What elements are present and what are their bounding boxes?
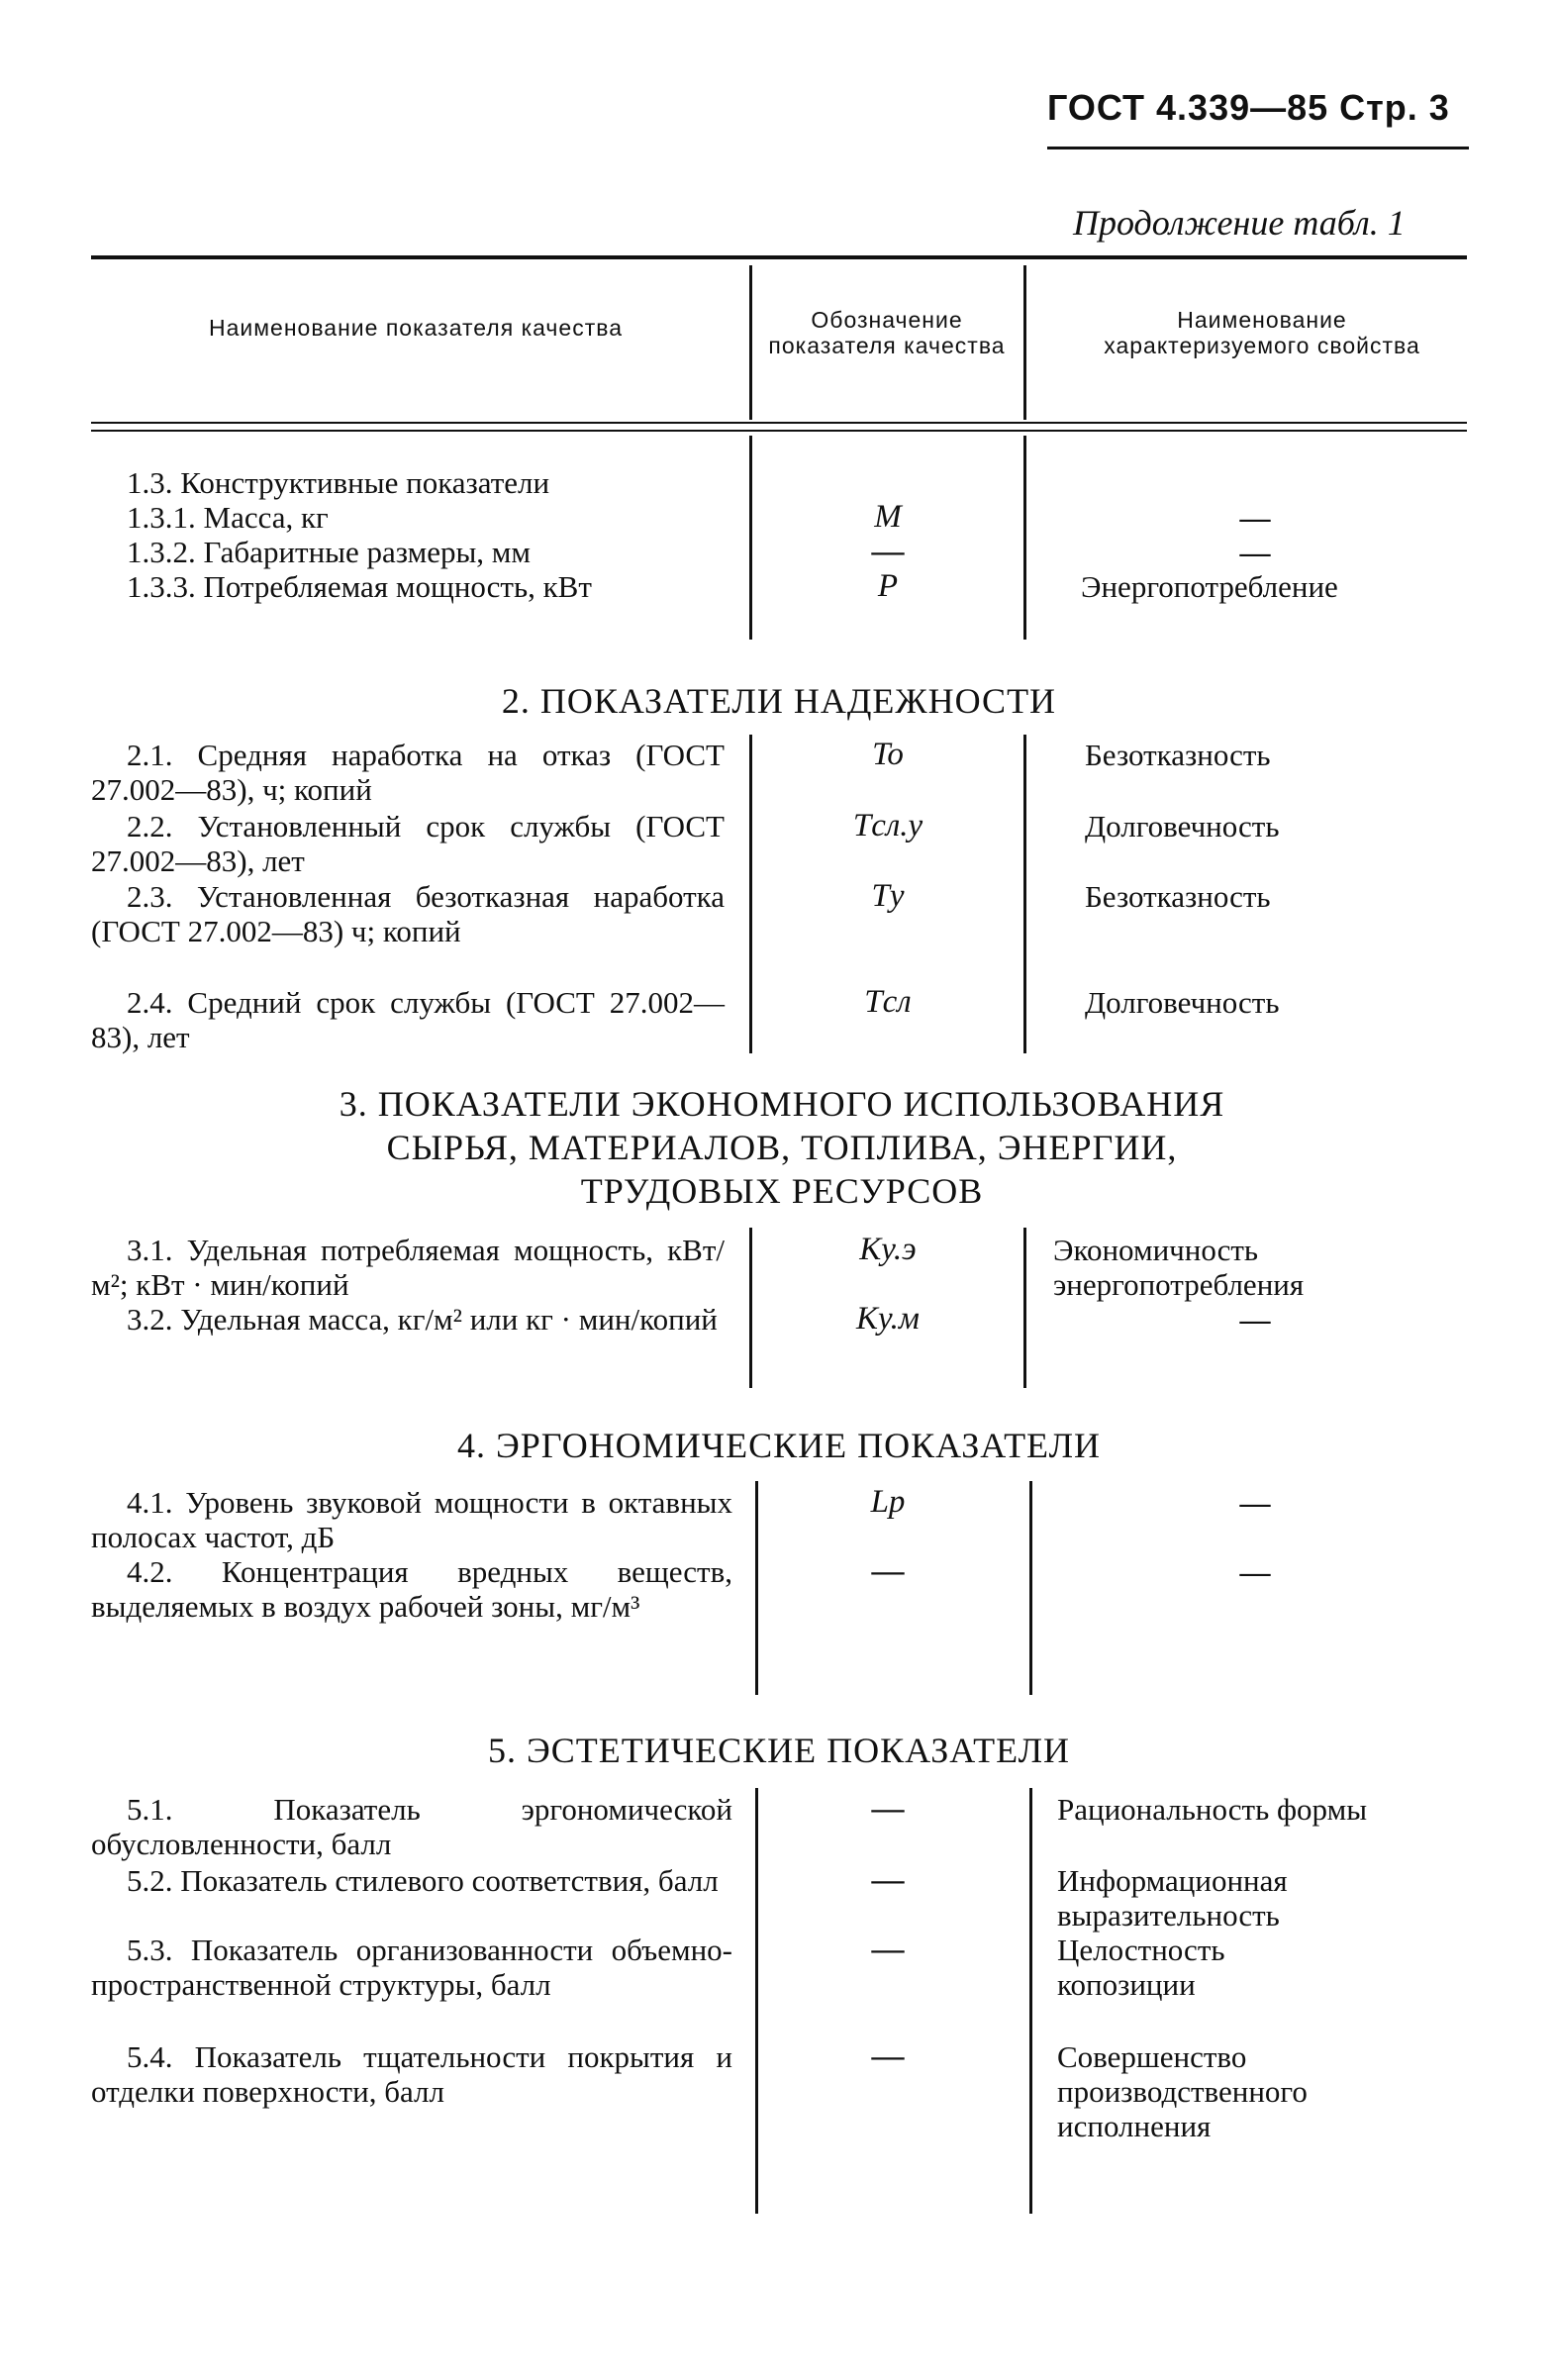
- table-row-name: 2.1. Средняя наработка на отказ (ГОСТ 27.002—83), ч; копий: [91, 738, 725, 807]
- header-separator-2: [1023, 265, 1026, 420]
- table-row-property: —: [1239, 1485, 1271, 1520]
- table-row-name: 3.2. Удельная масса, кг/м² или кг · мин/копий: [127, 1302, 718, 1337]
- table-row-property: Безотказность: [1085, 738, 1271, 772]
- table-row-symbol: Kу.э: [859, 1232, 917, 1267]
- table-row-property: Совершенство производственного исполнения: [1057, 2039, 1308, 2143]
- section-title: 5. ЭСТЕТИЧЕСКИЕ ПОКАЗАТЕЛИ: [487, 1731, 1071, 1770]
- table-row-property: Информационная выразительность: [1057, 1863, 1288, 1933]
- column-separator: [1023, 735, 1026, 1053]
- table-row-name: 1.3.1. Масса, кг: [127, 500, 329, 535]
- table-row-symbol: P: [877, 568, 899, 604]
- column-header-symbol: Обозначение показателя качества: [768, 307, 1006, 358]
- column-separator: [755, 1788, 758, 2214]
- table-row-name: 1.3.3. Потребляемая мощность, кВт: [127, 569, 592, 604]
- table-header-rule-2: [91, 430, 1467, 432]
- table-row-symbol: —: [871, 1553, 905, 1589]
- table-row-name: 2.4. Средний срок службы (ГОСТ 27.002—83), лет: [91, 985, 725, 1054]
- table-row-symbol: —: [871, 1932, 905, 1967]
- table-row-property: —: [1239, 500, 1271, 535]
- table-row-symbol: M: [874, 499, 902, 535]
- table-row-property: Рациональность формы: [1057, 1792, 1368, 1827]
- column-header-name: Наименование показателя качества: [209, 315, 623, 341]
- column-separator: [1023, 1228, 1026, 1388]
- table-row-property: —: [1239, 1554, 1271, 1589]
- column-separator: [1029, 1788, 1032, 2214]
- table-row-property: Безотказность: [1085, 879, 1271, 914]
- table-row-name: 3.1. Удельная потребляемая мощность, кВт/м²; кВт · мин/копий: [91, 1233, 725, 1302]
- table-row-property: Энергопотребление: [1081, 569, 1338, 604]
- header-separator-1: [749, 265, 752, 420]
- table-row-symbol: Tсл: [864, 984, 912, 1020]
- column-separator: [1029, 1481, 1032, 1695]
- section-title: 3. ПОКАЗАТЕЛИ ЭКОНОМНОГО ИСПОЛЬЗОВАНИЯ СЫРЬЯ, МАТЕРИАЛОВ, ТОПЛИВА, ЭНЕРГИИ, ТРУДОВЫХ РЕСУРСОВ: [339, 1084, 1225, 1211]
- table-row-name: 5.3. Показатель организованности объемно-пространственной структуры, балл: [91, 1933, 732, 2002]
- table-row-name: 2.2. Установленный срок службы (ГОСТ 27.002—83), лет: [91, 809, 725, 878]
- table-header-rule-1: [91, 422, 1467, 424]
- table-row-property: Экономичность энергопотребления: [1053, 1233, 1305, 1302]
- table-row-symbol: Lp: [870, 1484, 906, 1520]
- table-row-name: 5.1. Показатель эргономической обусловленности, балл: [91, 1792, 732, 1861]
- header-rule: [1047, 147, 1469, 149]
- table-row-symbol: Tу: [871, 878, 905, 914]
- table-row-name: 4.2. Концентрация вредных веществ, выделяемых в воздух рабочей зоны, мг/м³: [91, 1554, 732, 1624]
- column-separator: [1023, 436, 1026, 640]
- table-row-name: 4.1. Уровень звуковой мощности в октавных полосах частот, дБ: [91, 1485, 732, 1554]
- table-top-rule: [91, 255, 1467, 259]
- table-row-property: —: [1239, 1302, 1271, 1337]
- section-title: 4. ЭРГОНОМИЧЕСКИЕ ПОКАЗАТЕЛИ: [456, 1426, 1101, 1465]
- table-row-symbol: Kу.м: [856, 1301, 920, 1337]
- table-row-name: 5.2. Показатель стилевого соответствия, балл: [127, 1863, 719, 1898]
- table-continuation-label: Продолжение табл. 1: [1073, 203, 1406, 243]
- table-row-symbol: —: [871, 1791, 905, 1827]
- table-row-symbol: To: [872, 737, 904, 772]
- column-separator: [749, 436, 752, 640]
- table-row-name: 5.4. Показатель тщательности покрытия и отделки поверхности, балл: [91, 2039, 732, 2109]
- column-separator: [749, 735, 752, 1053]
- table-row-property: Целостность копозиции: [1057, 1933, 1225, 2002]
- column-separator: [749, 1228, 752, 1388]
- section-title: 2. ПОКАЗАТЕЛИ НАДЕЖНОСТИ: [501, 681, 1057, 721]
- table-row-name: 1.3. Конструктивные показатели: [127, 465, 550, 500]
- table-row-symbol: Tсл.у: [852, 808, 923, 843]
- running-title: ГОСТ 4.339—85 Стр. 3: [1047, 87, 1450, 128]
- table-row-property: Долговечность: [1085, 809, 1280, 843]
- table-row-symbol: —: [871, 2038, 905, 2074]
- table-row-symbol: —: [871, 1862, 905, 1898]
- table-row-symbol: —: [871, 534, 905, 569]
- table-row-name: 2.3. Установленная безотказная наработка (ГОСТ 27.002—83) ч; копий: [91, 879, 725, 948]
- column-header-property: Наименование характеризуемого свойства: [1104, 307, 1420, 358]
- table-row-name: 1.3.2. Габаритные размеры, мм: [127, 535, 532, 569]
- table-row-property: —: [1239, 535, 1271, 569]
- table-row-property: Долговечность: [1085, 985, 1280, 1020]
